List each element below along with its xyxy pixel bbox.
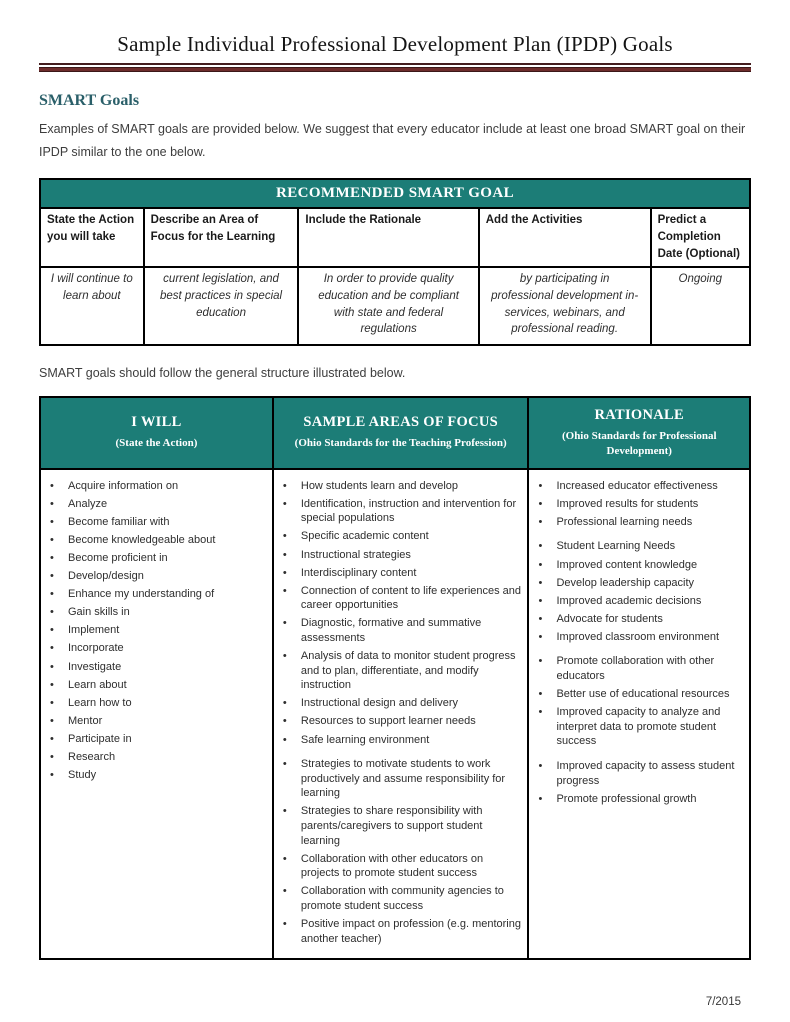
list-item: • Research <box>41 750 266 765</box>
recommended-data-cell: by participating in professional development in-services, webinars, and professional reading. <box>479 267 651 345</box>
list-item: • Connection of content to life experiences and career opportunities <box>274 584 522 613</box>
structure-column-title: SAMPLE AREAS OF FOCUS <box>303 414 499 431</box>
list-item: • Develop/design <box>41 569 266 584</box>
list-item: • Improved classroom environment <box>529 630 743 645</box>
list-item: • Positive impact on profession (e.g. mentoring another teacher) <box>274 917 522 946</box>
list-item: • Professional learning needs <box>529 515 743 530</box>
list-item: • Interdisciplinary content <box>274 566 522 581</box>
list-item: • Implement <box>41 623 266 638</box>
structure-column-subtitle: (State the Action) <box>115 437 198 450</box>
list-item: • Diagnostic, formative and summative assessments <box>274 616 522 645</box>
list-item: • Strategies to motivate students to work productively and assume responsibility for learning <box>274 757 522 801</box>
recommended-table-data-row <box>40 267 750 345</box>
list-item: • Develop leadership capacity <box>529 576 743 591</box>
list-item: • Instructional design and delivery <box>274 696 522 711</box>
list-item: • Collaboration with other educators on projects to promote student success <box>274 852 522 881</box>
list-item: • Analyze <box>41 497 266 512</box>
page-title: Sample Individual Professional Development Plan (IPDP) Goals <box>117 32 673 56</box>
page-footer-date: 7/2015 <box>705 995 741 1008</box>
bullet-list <box>41 479 266 783</box>
structure-column-subtitle: (Ohio Standards for Professional Development) <box>561 429 717 457</box>
structure-column-header <box>528 397 750 469</box>
recommended-column-header: Describe an Area of Focus for the Learning <box>144 208 299 268</box>
bullet-list <box>529 479 743 807</box>
list-item: • Increased educator effectiveness <box>529 479 743 494</box>
list-item: • Specific academic content <box>274 529 522 544</box>
recommended-column-header: Add the Activities <box>479 208 651 268</box>
intro-paragraph: Examples of SMART goals are provided below. We suggest that every educator include at least one broad SMART goal on their IPDP similar to the one below. <box>39 122 746 159</box>
list-item: • Improved capacity to assess student progress <box>529 759 743 788</box>
structure-column-title: I WILL <box>131 414 182 431</box>
recommended-data-cell: I will continue to learn about <box>40 267 144 345</box>
list-item: • Instructional strategies <box>274 548 522 563</box>
list-item: • Strategies to share responsibility with parents/caregivers to support student learning <box>274 804 522 848</box>
structure-column-cell <box>40 469 273 959</box>
structure-column-title: RATIONALE <box>594 406 684 423</box>
structure-table-header-row <box>40 397 750 469</box>
list-item: • Investigate <box>41 660 266 675</box>
list-item: • Become knowledgeable about <box>41 533 266 548</box>
recommended-column-header: Predict a Completion Date (Optional) <box>651 208 750 268</box>
structure-column-header <box>273 397 529 469</box>
list-item: • Enhance my understanding of <box>41 587 266 602</box>
structure-column-header <box>40 397 273 469</box>
recommended-table-title: RECOMMENDED SMART GOAL <box>40 179 750 208</box>
list-item: • How students learn and develop <box>274 479 522 494</box>
list-item: • Collaboration with community agencies to promote student success <box>274 884 522 913</box>
list-item: • Student Learning Needs <box>529 539 743 554</box>
list-item: • Safe learning environment <box>274 733 522 748</box>
title-rule-thick-line <box>39 67 751 72</box>
list-item: • Mentor <box>41 714 266 729</box>
structure-note: SMART goals should follow the general structure illustrated below. <box>39 365 406 380</box>
list-item: • Promote collaboration with other educators <box>529 654 743 683</box>
list-item: • Promote professional growth <box>529 792 743 807</box>
list-item: • Incorporate <box>41 641 266 656</box>
list-item: • Identification, instruction and intervention for special populations <box>274 497 522 526</box>
list-item: • Advocate for students <box>529 612 743 627</box>
list-item: • Improved content knowledge <box>529 558 743 573</box>
list-item: • Gain skills in <box>41 605 266 620</box>
list-item: • Improved results for students <box>529 497 743 512</box>
recommended-data-cell: current legislation, and best practices in special education <box>144 267 299 345</box>
recommended-table-header-row <box>40 208 750 268</box>
list-item: • Learn how to <box>41 696 266 711</box>
recommended-smart-goal-table <box>39 178 751 346</box>
recommended-data-cell: Ongoing <box>651 267 750 345</box>
structure-table-body-row <box>40 469 750 959</box>
title-rule <box>39 63 751 72</box>
smart-goals-heading: SMART Goals <box>39 92 140 109</box>
recommended-data-cell: In order to provide quality education and be compliant with state and federal regulations <box>298 267 478 345</box>
smart-goal-structure-table <box>39 396 751 960</box>
title-rule-thin-line <box>39 63 751 65</box>
list-item: • Improved capacity to analyze and interpret data to promote student success <box>529 705 743 749</box>
structure-column-subtitle: (Ohio Standards for the Teaching Profession) <box>294 437 507 450</box>
recommended-column-header: Include the Rationale <box>298 208 478 268</box>
list-item: • Better use of educational resources <box>529 687 743 702</box>
recommended-column-header: State the Action you will take <box>40 208 144 268</box>
structure-column-cell <box>528 469 750 959</box>
list-item: • Become familiar with <box>41 515 266 530</box>
list-item: • Acquire information on <box>41 479 266 494</box>
list-item: • Study <box>41 768 266 783</box>
bullet-list <box>274 479 522 947</box>
list-item: • Analysis of data to monitor student progress and to plan, differentiate, and modify instruction <box>274 649 522 693</box>
list-item: • Resources to support learner needs <box>274 714 522 729</box>
list-item: • Become proficient in <box>41 551 266 566</box>
list-item: • Participate in <box>41 732 266 747</box>
structure-column-cell <box>273 469 529 959</box>
list-item: • Improved academic decisions <box>529 594 743 609</box>
recommended-table-title-row <box>40 179 750 208</box>
list-item: • Learn about <box>41 678 266 693</box>
